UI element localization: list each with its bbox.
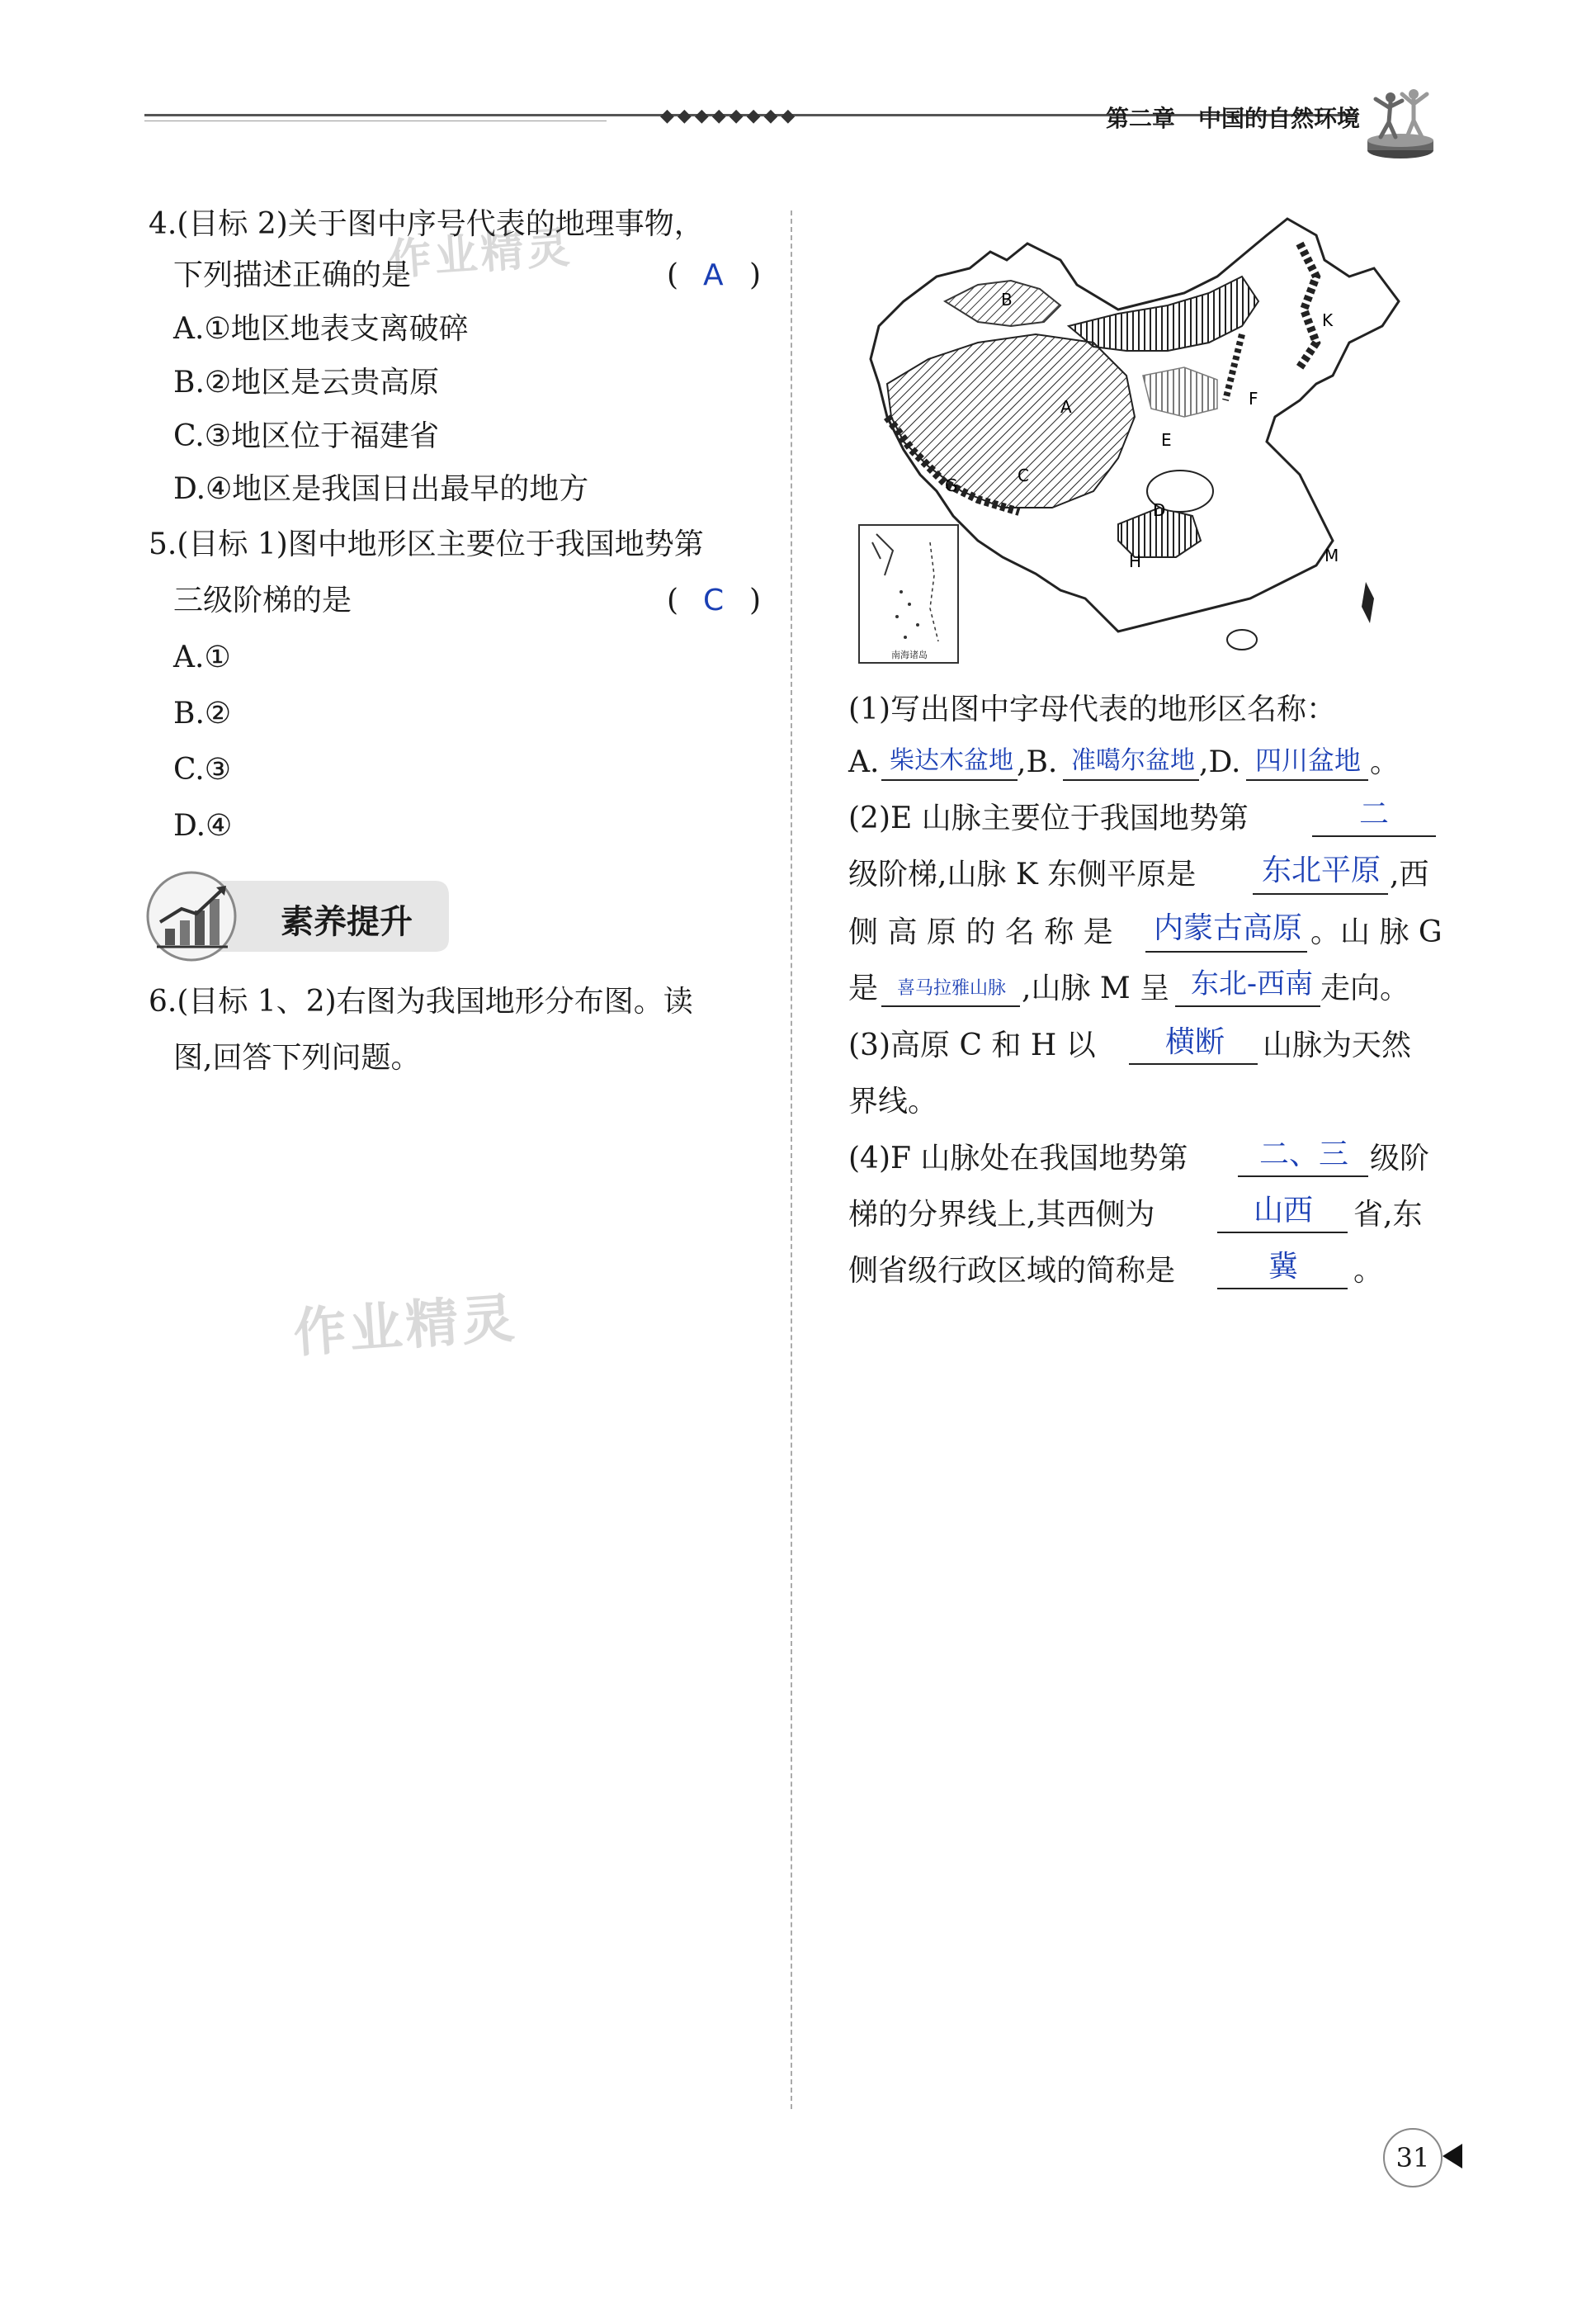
p1-prompt: (1)写出图中字母代表的地形区名称：	[848, 693, 1336, 726]
q4-paren-open: (	[667, 258, 679, 292]
p2-answer-plateau: 内蒙古高原	[1153, 911, 1302, 945]
blank-line	[1238, 1175, 1368, 1177]
q5-stem-line1: 5.(目标 1)图中地形区主要位于我国地势第	[149, 527, 704, 561]
q5-option-b: B.②	[173, 697, 232, 731]
blank-line	[1217, 1288, 1348, 1289]
p4-line1b: 级阶	[1370, 1142, 1430, 1175]
p2-line2b: ,西	[1390, 858, 1429, 892]
p4-answer-province: 山西	[1253, 1194, 1313, 1227]
p2-line3b: 。山 脉 G	[1310, 915, 1443, 949]
q4-option-b: B.②地区是云贵高原	[173, 366, 440, 400]
map-label-h: H	[1129, 551, 1142, 571]
q4-option-c: C.③地区位于福建省	[173, 419, 439, 453]
p4-line3b: 。	[1353, 1254, 1384, 1288]
q5-stem-line2: 三级阶梯的是	[173, 584, 352, 617]
blank-line	[1217, 1232, 1348, 1233]
map-label-e: E	[1161, 430, 1172, 450]
q4-stem-line2: 下列描述正确的是	[173, 258, 412, 292]
p2-answer-direction: 东北-西南	[1190, 967, 1314, 1000]
map-label-a: A	[1060, 397, 1072, 417]
page-number: 31	[1383, 2128, 1443, 2187]
column-divider	[791, 210, 792, 2109]
p4-answer-abbrev: 冀	[1268, 1250, 1298, 1284]
p1-end: 。	[1370, 745, 1400, 779]
p1-a-label: A.	[848, 745, 880, 779]
blank-line	[1253, 893, 1388, 895]
map-label-k: K	[1322, 310, 1334, 330]
chapter-title: 第二章 中国的自然环境	[1106, 105, 1361, 132]
q6-stem-line1: 6.(目标 1、2)右图为我国地形分布图。读	[149, 985, 693, 1019]
blank-line	[1312, 835, 1436, 837]
p4-line2a: 梯的分界线上,其西侧为	[848, 1198, 1155, 1232]
blank-line	[1175, 1005, 1320, 1007]
q5-paren-open: (	[667, 584, 679, 617]
south-china-sea-inset	[858, 524, 959, 664]
map-label-d: D	[1153, 500, 1166, 520]
q4-stem-line1: 4.(目标 2)关于图中序号代表的地理事物，	[149, 207, 704, 241]
map-label-g: G	[945, 475, 958, 495]
watermark-middle: 作业精灵	[291, 1288, 520, 1365]
p3-line1a: (3)高原 C 和 H 以	[848, 1029, 1096, 1062]
q4-option-a: A.①地区地表支离破碎	[173, 312, 469, 346]
p2-line4b: ,山脉 M 呈	[1022, 972, 1170, 1005]
p2-answer-step: 二	[1358, 797, 1389, 831]
p1-d-label: ,D.	[1199, 745, 1241, 779]
blank-line	[881, 779, 1018, 781]
p3-answer: 横断	[1164, 1025, 1225, 1059]
map-label-b: B	[1001, 290, 1013, 310]
blank-line	[1145, 951, 1307, 953]
blank-line	[881, 1005, 1020, 1007]
map-label-f: F	[1249, 389, 1258, 409]
p1-b-label: ,B.	[1017, 745, 1058, 779]
q4-option-d: D.④地区是我国日出最早的地方	[173, 472, 589, 506]
dancing-figures-icon	[1366, 83, 1436, 161]
p3-line2: 界线。	[848, 1085, 938, 1119]
p2-line3a: 侧 高 原 的 名 称 是	[848, 915, 1113, 949]
q5-option-a: A.①	[173, 641, 231, 674]
p2-answer-mountain: 喜马拉雅山脉	[896, 978, 1006, 999]
p4-line1a: (4)F 山脉处在我国地势第	[848, 1142, 1188, 1175]
page-arrow-icon	[1443, 2144, 1462, 2168]
q5-answer: C	[703, 584, 725, 617]
p1-answer-b: 准噶尔盆地	[1071, 746, 1195, 775]
p4-line3a: 侧省级行政区域的简称是	[848, 1254, 1176, 1288]
section-title: 素养提升	[281, 903, 413, 941]
map-label-c: C	[1018, 466, 1029, 485]
blank-line	[1246, 779, 1368, 781]
blank-line	[1063, 779, 1199, 781]
q5-option-d: D.④	[173, 809, 233, 843]
q6-stem-line2: 图,回答下列问题。	[173, 1041, 421, 1075]
q5-option-c: C.③	[173, 753, 231, 787]
q5-paren-close: )	[749, 584, 762, 617]
q4-paren-close: )	[749, 258, 762, 292]
p2-answer-plain: 东北平原	[1261, 854, 1381, 887]
p1-answer-a: 柴达木盆地	[890, 746, 1013, 775]
blank-line	[1129, 1063, 1258, 1065]
p3-line1b: 山脉为天然	[1263, 1029, 1412, 1062]
p2-line1: (2)E 山脉主要位于我国地势第	[848, 802, 1249, 835]
inset-label: 南海诸岛	[891, 650, 928, 660]
header-dots: ◆◆◆◆◆◆◆◆	[660, 106, 799, 126]
q4-answer: A	[703, 258, 724, 292]
p4-line2b: 省,东	[1353, 1198, 1423, 1232]
p2-line2a: 级阶梯,山脉 K 东侧平原是	[848, 858, 1197, 892]
p1-answer-d: 四川盆地	[1254, 745, 1361, 776]
p2-line4c: 走向。	[1320, 972, 1410, 1005]
p4-answer-steps: 二、三	[1258, 1137, 1348, 1171]
p2-line4a: 是	[848, 972, 879, 1005]
watermark-top: 作业精灵	[386, 223, 575, 286]
map-label-m: M	[1324, 546, 1339, 565]
